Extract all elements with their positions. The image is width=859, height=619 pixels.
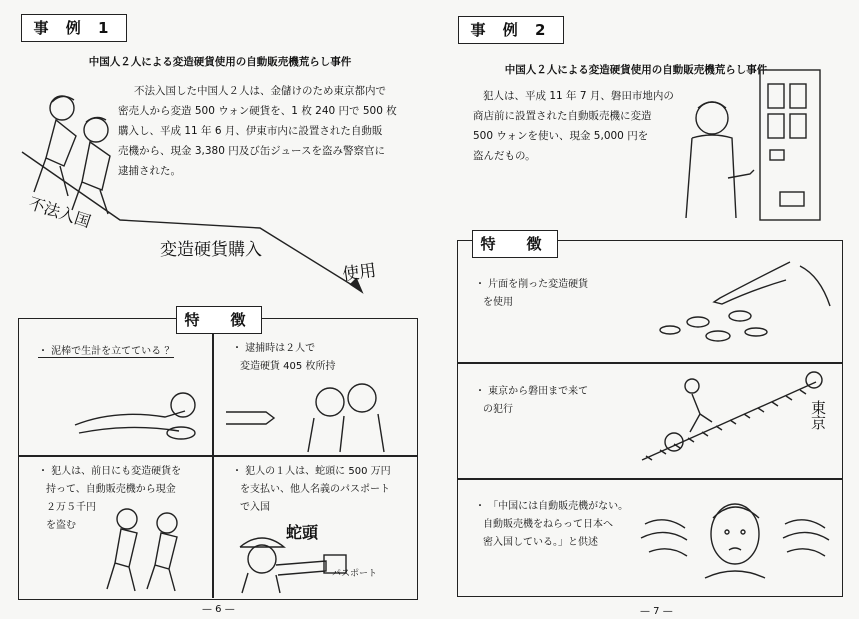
feature-line: ・ 犯人は、前日にも変造硬貨を	[38, 466, 182, 477]
case-1-features-label: 特 徴	[176, 306, 262, 334]
worried-man-illustration	[635, 494, 835, 584]
snakehead-label: 蛇頭	[286, 523, 319, 542]
feature-4-text	[232, 463, 391, 517]
feature-line: で入国	[240, 502, 270, 513]
body-line: 購入し、平成 11 年 6 月、伊東市内に設置された自動販	[118, 125, 383, 137]
feature-text: ・ 泥棒で生計を立てている ？	[38, 346, 175, 357]
feature-line: ・ 片面を削った変造硬貨	[475, 279, 589, 290]
feature-line: 持って、自動販売機から現金	[46, 484, 176, 495]
illegal-entry-label: 不法入国	[26, 193, 94, 232]
body-line: 不法入国した中国人２人は、金儲けのため東京都内で	[134, 85, 386, 97]
feature-line: 変造硬貨 405 枚所持	[240, 361, 336, 372]
feature-line: を使用	[483, 297, 513, 308]
feature-line: ・ 逮捕時は２人で	[232, 343, 316, 354]
tokyo-label: 東京	[809, 400, 827, 430]
case-2-body	[473, 86, 683, 166]
case-2-features-label: 特 徴	[472, 230, 558, 258]
case-2-label: 事 例 2	[458, 16, 564, 44]
arrested-men-illustration	[220, 378, 410, 453]
use-label: 使用	[341, 260, 378, 286]
feature-line: ・ 犯人の１人は、蛇頭に 500 万円	[232, 466, 391, 477]
purchase-label: 変造硬貨購入	[160, 240, 262, 260]
railway-climb-illustration	[636, 370, 836, 470]
two-men-walking-illustration	[105, 505, 195, 595]
feature-3-text	[475, 498, 628, 552]
feature-line: ・ 東京から磐田まで来て	[475, 386, 589, 397]
case-2-features-divider-2	[457, 478, 842, 480]
feature-line: ２万５千円	[46, 502, 96, 513]
case-1-route-illustration	[0, 80, 400, 300]
case-1-features-divider-h	[18, 455, 417, 457]
body-line: 500 ウォンを使い、現金 5,000 円を	[473, 130, 649, 142]
feature-line: の犯行	[483, 404, 513, 415]
case-2-features-divider-1	[457, 362, 842, 364]
feature-line: ・ 「中国には自動販売機がない。	[475, 501, 629, 512]
case-2-subtitle: 中国人２人による変造硬貨使用の自動販売機荒らし事件	[504, 64, 768, 76]
feature-1-text	[475, 276, 588, 312]
body-line: 逮捕された。	[118, 165, 181, 177]
feature-line: 自動販売機をねらって日本へ	[483, 519, 613, 530]
body-line: 盗んだもの。	[473, 150, 536, 162]
case-1-features-divider-v	[212, 318, 214, 598]
body-line: 売機から、現金 3,380 円及び缶ジュースを盗み警察官に	[118, 145, 385, 157]
feature-line: 密入国している。」と供述	[483, 537, 598, 548]
feature-2-text	[232, 340, 335, 376]
feature-line: を盗む	[46, 520, 76, 531]
feature-1-text	[38, 343, 174, 361]
body-line: 犯人は、平成 11 年 7 月、磐田市地内の	[483, 90, 674, 102]
feature-2-text	[475, 383, 588, 419]
body-line: 密売人から変造 500 ウォン硬貨を、1 枚 240 円で 500 枚	[118, 105, 397, 117]
page-number-7: — 7 —	[640, 606, 673, 617]
passport-label: パスポート	[332, 569, 378, 579]
case-1-subtitle: 中国人２人による変造硬貨使用の自動販売機荒らし事件	[88, 56, 352, 68]
altered-coins-illustration	[640, 252, 840, 352]
sleeping-man-illustration	[65, 385, 215, 445]
body-line: 商店前に設置された自動販売機に変造	[473, 110, 652, 122]
man-at-vending-machine-illustration	[670, 66, 840, 226]
page-number-6: — 6 —	[202, 604, 235, 615]
feature-line: を支払い、他人名義のパスポート	[240, 484, 390, 495]
case-1-label: 事 例 1	[21, 14, 127, 42]
